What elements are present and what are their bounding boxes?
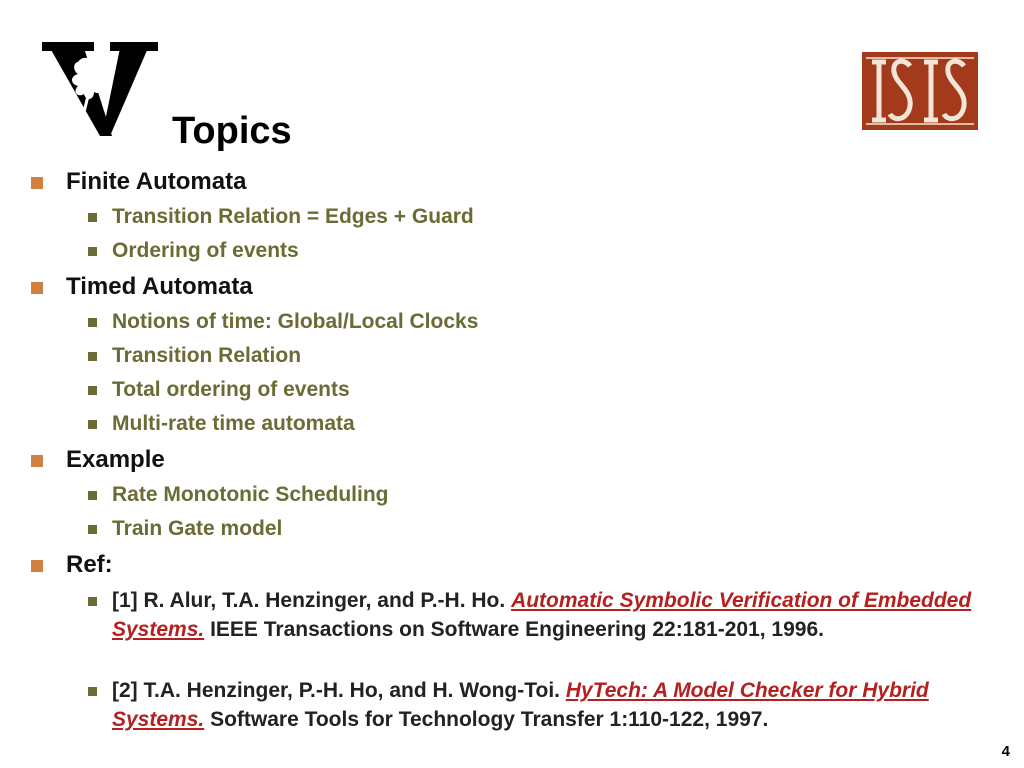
topic-timed-automata: Timed Automata	[66, 273, 253, 300]
subtopic-item: Total ordering of events	[112, 378, 350, 401]
sub-bullet-marker	[88, 352, 97, 361]
reference-title-link[interactable]: Automatic Symbolic Verification of Embedded Systems.	[112, 589, 972, 641]
reference-item	[112, 677, 997, 734]
subtopic-item: Train Gate model	[112, 517, 283, 540]
subtopic-item: Transition Relation = Edges + Guard	[112, 205, 474, 228]
reference-venue: Software Tools for Technology Transfer 1:110-122, 1997.	[204, 707, 769, 731]
reference-authors: [2] T.A. Henzinger, P.-H. Ho, and H. Wong-Toi.	[112, 679, 566, 702]
slide-title: Topics	[172, 110, 292, 152]
sub-bullet-marker	[88, 213, 97, 222]
reference-item	[112, 587, 997, 644]
bullet-marker	[31, 282, 43, 294]
sub-bullet-marker	[88, 420, 97, 429]
bullet-marker	[31, 560, 43, 572]
subtopic-item: Ordering of events	[112, 239, 299, 262]
bullet-marker	[31, 455, 43, 467]
sub-bullet-marker	[88, 247, 97, 256]
bullet-marker	[31, 177, 43, 189]
page-number: 4	[1001, 743, 1010, 760]
reference-authors: [1] R. Alur, T.A. Henzinger, and P.-H. Ho.	[112, 589, 512, 612]
sub-bullet-marker	[88, 491, 97, 500]
topic-finite-automata: Finite Automata	[66, 168, 247, 195]
subtopic-item: Multi-rate time automata	[112, 412, 355, 435]
reference-title-link[interactable]: HyTech: A Model Checker for Hybrid Systems.	[112, 679, 929, 731]
sub-bullet-marker	[88, 386, 97, 395]
sub-bullet-marker	[88, 318, 97, 327]
subtopic-item: Rate Monotonic Scheduling	[112, 483, 389, 506]
sub-bullet-marker	[88, 687, 97, 696]
subtopic-item: Notions of time: Global/Local Clocks	[112, 310, 479, 333]
subtopic-item: Transition Relation	[112, 344, 302, 367]
sub-bullet-marker	[88, 597, 97, 606]
sub-bullet-marker	[88, 525, 97, 534]
topic-example: Example	[66, 446, 165, 473]
reference-venue: IEEE Transactions on Software Engineering 22:181-201, 1996.	[204, 617, 824, 641]
topic-references: Ref:	[66, 551, 113, 578]
